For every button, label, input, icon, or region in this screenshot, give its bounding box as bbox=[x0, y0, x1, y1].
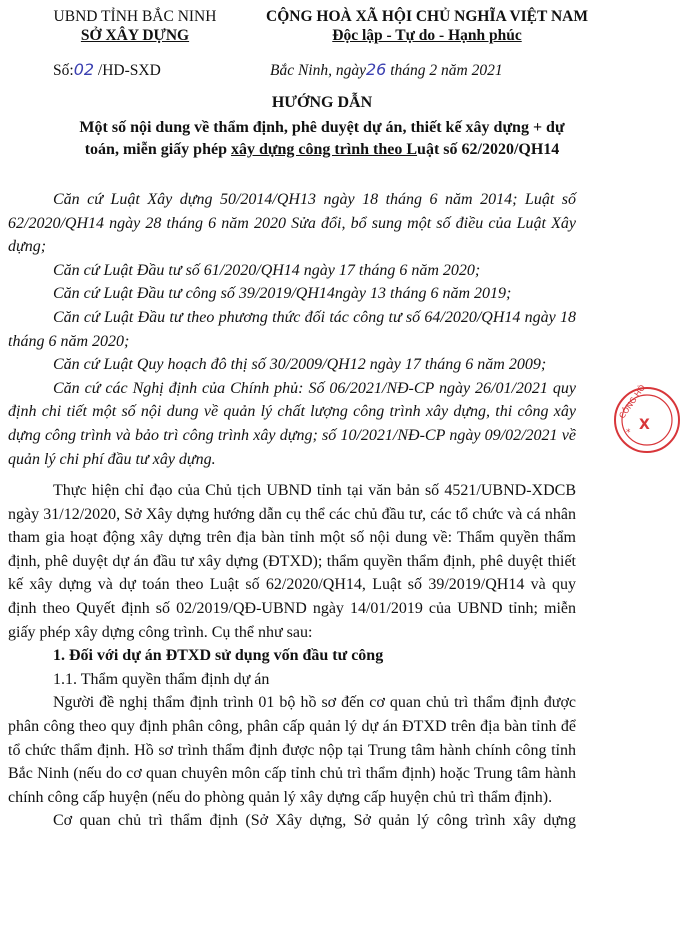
main-content bbox=[8, 479, 576, 833]
issuer-province: UBND TỈNH BẮC NINH bbox=[53, 8, 217, 25]
section-heading: 1. Đối với dự án ĐTXD sử dụng vốn đầu tư công bbox=[53, 647, 384, 665]
doc-number-handwritten: 02 bbox=[73, 60, 95, 79]
subtitle-line-2 bbox=[22, 139, 622, 161]
body-paragraph: Cơ quan chủ trì thẩm định (Sở Xây dựng, Sở quản lý công trình xây dựng bbox=[53, 812, 576, 830]
document-subtitle bbox=[22, 117, 622, 161]
red-seal-stamp bbox=[612, 385, 682, 455]
svg-text:X: X bbox=[639, 417, 650, 433]
doc-number-prefix: Số: bbox=[53, 62, 74, 79]
motto-text: Độc lập - Tự do - Hạnh phúc bbox=[332, 27, 522, 44]
basis-paragraph: Căn cứ Luật Xây dựng 50/2014/QH13 ngày 18 tháng 6 năm 2014; Luật số 62/2020/QH14 ngày 28 tháng 6 năm 2020 Sửa đổi, bổ sung một số điều của Luật Xây dựng; bbox=[8, 191, 576, 256]
document-title: HƯỚNG DẪN bbox=[271, 94, 373, 111]
basis-paragraph: Căn cứ Luật Đầu tư công số 39/2019/QH14ngày 13 tháng 6 năm 2019; bbox=[53, 285, 512, 303]
doc-number-suffix: /HD-SXD bbox=[94, 62, 161, 79]
subtitle-part-c: uật số 62/2020/QH14 bbox=[417, 141, 560, 158]
subtitle-part-a: toán, miễn giấy phép bbox=[84, 141, 231, 158]
intro-paragraph: Thực hiện chỉ đạo của Chủ tịch UBND tỉnh tại văn bản số 4521/UBND-XDCB ngày 31/12/2020, Sở Xây dựng hướng dẫn cụ thể các chủ đầu tư, các tổ chức và cá nhân tham gia hoạt động xây dựng trên địa bàn tỉnh một số nội dung về: Thẩm quyền thẩm định, phê duyệt dự án đầu tư xây dựng (ĐTXD); thẩm quyền thẩm định, phê duyệt thiết kế xây dựng và dự toán theo Luật số 62/2020/QH14, Luật số 39/2019/QH14 và quy định theo Quyết định số 02/2019/QĐ-UBND ngày 14/01/2019 của UBND tỉnh; miễn giấy phép xây dựng công trình. Cụ thể như sau: bbox=[8, 482, 576, 641]
date-suffix: tháng 2 năm 2021 bbox=[386, 62, 503, 79]
issuer-department bbox=[30, 26, 240, 45]
issuer-department-text: SỞ XÂY DỰNG bbox=[80, 27, 190, 44]
basis-paragraph: Căn cứ các Nghị định của Chính phủ: Số 06/2021/NĐ-CP ngày 26/01/2021 quy định chi tiết một số nội dung về quản lý chất lượng công trình xây dựng, thi công xây dựng công trình và bảo trì công trình xây dựng; số 10/2021/NĐ-CP ngày 09/02/2021 về quản lý chi phí đầu tư xây dựng. bbox=[8, 379, 576, 468]
subsection-heading: 1.1. Thẩm quyền thẩm định dự án bbox=[53, 670, 270, 688]
body-paragraph: Người đề nghị thẩm định trình 01 bộ hồ sơ đến cơ quan chủ trì thẩm định được phân công theo quy định phân công, phân cấp quản lý dự án ĐTXD trên địa bàn tỉnh để tổ chức thẩm định. Hồ sơ trình thẩm định được nộp tại Trung tâm hành chính công tỉnh Bắc Ninh (nếu do cơ quan chuyên môn cấp tỉnh chủ trì thẩm định) hoặc Trung tâm hành chính công cấp huyện (nếu do phòng quản lý xây dựng cấp huyện chủ trì thẩm định). bbox=[8, 694, 576, 806]
subtitle-line-1: Một số nội dung về thẩm định, phê duyệt dự án, thiết kế xây dựng + dự bbox=[79, 119, 565, 136]
basis-paragraph: Căn cứ Luật Quy hoạch đô thị số 30/2009/QH12 ngày 17 tháng 6 năm 2009; bbox=[53, 356, 547, 374]
motto bbox=[222, 26, 632, 45]
legal-basis bbox=[8, 188, 576, 471]
date-day-handwritten: 26 bbox=[366, 60, 387, 79]
subtitle-part-b: xây dựng công trình theo L bbox=[230, 141, 418, 158]
date-prefix: Bắc Ninh, ngày bbox=[270, 62, 366, 79]
svg-text:CÔNG HÒ: CÔNG HÒ bbox=[617, 383, 648, 421]
document-number bbox=[53, 60, 161, 80]
document-date bbox=[270, 60, 503, 80]
issuer-block bbox=[30, 7, 240, 45]
svg-text:*: * bbox=[626, 428, 631, 438]
national-motto-block bbox=[222, 7, 632, 45]
basis-paragraph: Căn cứ Luật Đầu tư theo phương thức đối tác công tư số 64/2020/QH14 ngày 18 tháng 6 năm 2020; bbox=[8, 308, 576, 350]
country-name: CỘNG HOÀ XÃ HỘI CHỦ NGHĨA VIỆT NAM bbox=[266, 8, 588, 25]
basis-paragraph: Căn cứ Luật Đầu tư số 61/2020/QH14 ngày 17 tháng 6 năm 2020; bbox=[53, 261, 481, 279]
